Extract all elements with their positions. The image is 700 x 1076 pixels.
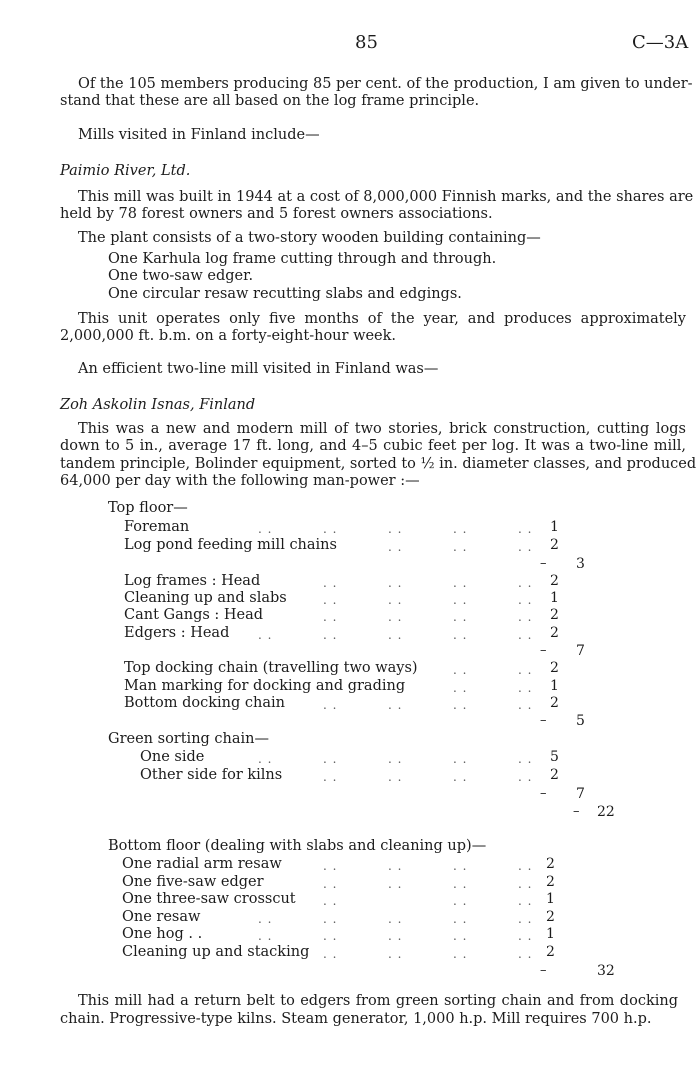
manpower-item-label: Cant Gangs : Head xyxy=(124,607,264,623)
manpower-item-label: One five-saw edger xyxy=(122,874,264,890)
subtotal-dash: – xyxy=(540,786,547,801)
dot-leader: . . xyxy=(453,770,468,784)
dot-leader: . . xyxy=(323,698,338,712)
manpower-item-label: One hog . . xyxy=(122,926,203,942)
manpower-item-value: 2 xyxy=(550,625,559,641)
bottom-floor-label: Bottom floor (dealing with slabs and cleaning up)— xyxy=(108,838,487,854)
dot-leader: . . xyxy=(518,947,533,961)
subtotal-value: 7 xyxy=(576,643,585,659)
dot-leader: . . xyxy=(323,576,338,590)
dot-leader: . . xyxy=(518,929,533,943)
manpower-item-value: 2 xyxy=(550,607,559,623)
dot-leader: . . xyxy=(323,628,338,642)
dot-leader: . . xyxy=(518,752,533,766)
zoh-para-line-3: tandem principle, Bolinder equipment, sorted to ½ in. diameter classes, and produced xyxy=(60,456,697,472)
closing-line-1: This mill had a return belt to edgers from green sorting chain and from docking xyxy=(78,993,678,1009)
manpower-item-label: Top docking chain (travelling two ways) xyxy=(124,660,418,676)
subtotal-value: 5 xyxy=(576,713,585,729)
page-number: 85 xyxy=(355,32,378,53)
paimio-p2-line-2: 2,000,000 ft. b.m. on a forty-eight-hour week. xyxy=(60,328,397,344)
dot-leader: . . xyxy=(453,540,468,554)
manpower-item-label: Foreman xyxy=(124,519,190,535)
dot-leader: . . xyxy=(453,576,468,590)
manpower-item-label: Edgers : Head xyxy=(124,625,230,641)
dot-leader: . . xyxy=(453,894,468,908)
subtotal-dash: – xyxy=(540,643,547,658)
dot-leader: . . xyxy=(388,593,403,607)
manpower-item-label: One radial arm resaw xyxy=(122,856,282,872)
plant-item: One circular resaw recutting slabs and edgings. xyxy=(108,286,462,302)
subtotal-dash: – xyxy=(540,713,547,728)
top-floor-label: Top floor— xyxy=(108,500,188,516)
dot-leader: . . xyxy=(453,610,468,624)
dot-leader: . . xyxy=(388,610,403,624)
dot-leader: . . xyxy=(323,752,338,766)
manpower-item-value: 2 xyxy=(550,660,559,676)
manpower-item-value: 2 xyxy=(546,874,555,890)
manpower-item-value: 1 xyxy=(550,519,559,535)
dot-leader: . . xyxy=(388,628,403,642)
dot-leader: . . xyxy=(258,912,273,926)
dot-leader: . . xyxy=(258,929,273,943)
dot-leader: . . xyxy=(518,681,533,695)
dot-leader: . . xyxy=(323,877,338,891)
dot-leader: . . xyxy=(453,912,468,926)
dot-leader: . . xyxy=(388,912,403,926)
dot-leader: . . xyxy=(518,576,533,590)
manpower-item-value: 2 xyxy=(550,767,559,783)
dot-leader: . . xyxy=(323,593,338,607)
dot-leader: . . xyxy=(453,752,468,766)
zoh-para-line-2: down to 5 in., average 17 ft. long, and 4–5 cubic feet per log. It was a two-line mill, xyxy=(60,438,686,454)
zoh-para-line-1: This was a new and modern mill of two stories, brick construction, cutting logs xyxy=(78,421,686,437)
dot-leader: . . xyxy=(323,610,338,624)
dot-leader: . . xyxy=(518,610,533,624)
dot-leader: . . xyxy=(258,752,273,766)
dot-leader: . . xyxy=(518,770,533,784)
green-sorting-label: Green sorting chain— xyxy=(108,731,270,747)
plant-item: One Karhula log frame cutting through and through. xyxy=(108,251,497,267)
manpower-item-value: 2 xyxy=(546,909,555,925)
dot-leader: . . xyxy=(388,752,403,766)
dot-leader: . . xyxy=(518,912,533,926)
manpower-item-value: 1 xyxy=(550,590,559,606)
manpower-item-value: 1 xyxy=(546,926,555,942)
section-heading-paimio: Paimio River, Ltd. xyxy=(60,163,191,179)
intro-line-1: Of the 105 members producing 85 per cent. of the production, I am given to under- xyxy=(78,76,693,92)
dot-leader: . . xyxy=(323,947,338,961)
dot-leader: . . xyxy=(388,877,403,891)
dot-leader: . . xyxy=(518,663,533,677)
dot-leader: . . xyxy=(388,522,403,536)
dot-leader: . . xyxy=(518,894,533,908)
dot-leader: . . xyxy=(323,522,338,536)
manpower-item-value: 2 xyxy=(550,537,559,553)
manpower-item-label: One resaw xyxy=(122,909,201,925)
subtotal-value: 3 xyxy=(576,556,585,572)
paimio-p2-line-1: This unit operates only five months of the year, and produces approximately xyxy=(78,311,686,327)
dot-leader: . . xyxy=(518,628,533,642)
manpower-item-label: Log pond feeding mill chains xyxy=(124,537,337,553)
paimio-p1-line-1: This mill was built in 1944 at a cost of 8,000,000 Finnish marks, and the shares are xyxy=(78,189,694,205)
dot-leader: . . xyxy=(258,522,273,536)
dot-leader: . . xyxy=(388,540,403,554)
manpower-item-label: One side xyxy=(140,749,205,765)
manpower-item-value: 5 xyxy=(550,749,559,765)
dot-leader: . . xyxy=(518,593,533,607)
dot-leader: . . xyxy=(323,859,338,873)
dot-leader: . . xyxy=(518,522,533,536)
dot-leader: . . xyxy=(453,947,468,961)
manpower-item-label: Cleaning up and stacking xyxy=(122,944,310,960)
dot-leader: . . xyxy=(518,698,533,712)
manpower-item-label: Bottom docking chain xyxy=(124,695,285,711)
manpower-item-label: Man marking for docking and grading xyxy=(124,678,406,694)
intro-line-2: stand that these are all based on the log frame principle. xyxy=(60,93,480,109)
dot-leader: . . xyxy=(388,929,403,943)
dot-leader: . . xyxy=(388,698,403,712)
subtotal-dash: – xyxy=(540,556,547,571)
paimio-p1-line-2: held by 78 forest owners and 5 forest owners associations. xyxy=(60,206,493,222)
dot-leader: . . xyxy=(453,681,468,695)
manpower-item-label: One three-saw crosscut xyxy=(122,891,296,907)
dot-leader: . . xyxy=(388,947,403,961)
dot-leader: . . xyxy=(388,859,403,873)
manpower-item-value: 2 xyxy=(546,944,555,960)
manpower-item-value: 1 xyxy=(546,891,555,907)
dot-leader: . . xyxy=(453,522,468,536)
section-heading-zoh: Zoh Askolin Isnas, Finland xyxy=(60,397,256,413)
dot-leader: . . xyxy=(323,770,338,784)
subtotal-value: 7 xyxy=(576,786,585,802)
closing-line-2: chain. Progressive-type kilns. Steam generator, 1,000 h.p. Mill requires 700 h.p. xyxy=(60,1011,652,1027)
total-dash: – xyxy=(540,963,547,978)
dot-leader: . . xyxy=(323,912,338,926)
dot-leader: . . xyxy=(518,540,533,554)
plant-intro: The plant consists of a two-story wooden building containing— xyxy=(78,230,541,246)
dot-leader: . . xyxy=(258,628,273,642)
dot-leader: . . xyxy=(323,929,338,943)
plant-item: One two-saw edger. xyxy=(108,268,254,284)
manpower-item-value: 2 xyxy=(550,695,559,711)
dot-leader: . . xyxy=(453,877,468,891)
document-reference: C—3A xyxy=(632,32,689,53)
two-line-intro: An efficient two-line mill visited in Finland was— xyxy=(78,361,439,377)
manpower-item-label: Log frames : Head xyxy=(124,573,261,589)
mills-intro: Mills visited in Finland include— xyxy=(78,127,320,143)
manpower-item-label: Cleaning up and slabs xyxy=(124,590,287,606)
dot-leader: . . xyxy=(453,698,468,712)
dot-leader: . . xyxy=(453,859,468,873)
dot-leader: . . xyxy=(323,894,338,908)
dot-leader: . . xyxy=(518,877,533,891)
total-dash: – xyxy=(573,804,580,819)
manpower-item-value: 1 xyxy=(550,678,559,694)
bottom-floor-total: 32 xyxy=(597,963,615,979)
dot-leader: . . xyxy=(388,770,403,784)
dot-leader: . . xyxy=(453,663,468,677)
manpower-item-value: 2 xyxy=(550,573,559,589)
dot-leader: . . xyxy=(518,859,533,873)
zoh-para-line-4: 64,000 per day with the following man-power :— xyxy=(60,473,420,489)
manpower-item-label: Other side for kilns xyxy=(140,767,283,783)
manpower-item-value: 2 xyxy=(546,856,555,872)
dot-leader: . . xyxy=(453,593,468,607)
dot-leader: . . xyxy=(388,576,403,590)
dot-leader: . . xyxy=(453,929,468,943)
top-floor-total: 22 xyxy=(597,804,615,820)
dot-leader: . . xyxy=(453,628,468,642)
